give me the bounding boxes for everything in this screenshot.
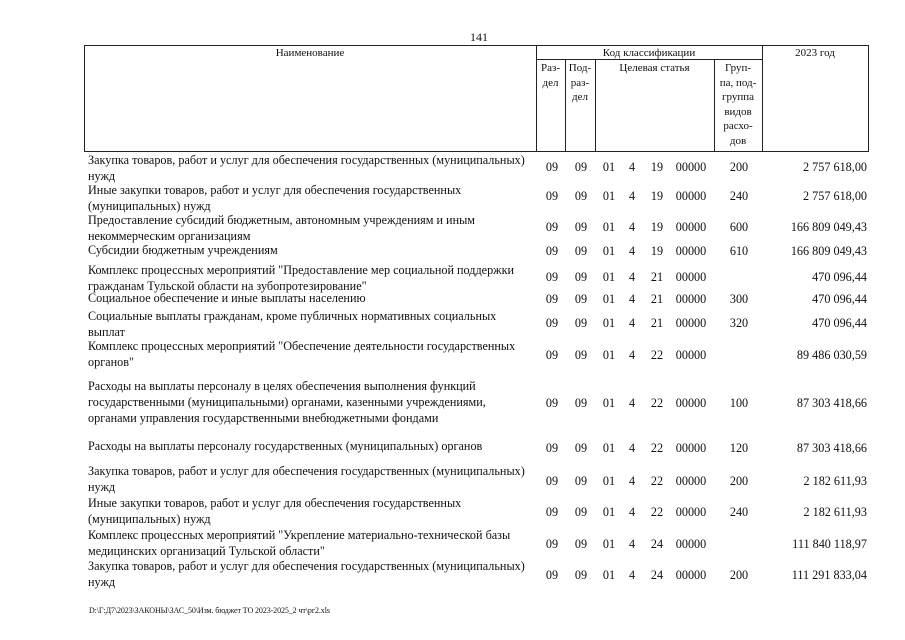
cell-target-type: 4	[628, 270, 636, 284]
cell-target-program: 01	[602, 568, 616, 582]
cell-razdel: 09	[545, 441, 559, 455]
row-name	[88, 290, 538, 306]
cell-target-complex: 21	[650, 270, 664, 284]
cell-target-complex: 19	[650, 160, 664, 174]
cell-podrazdel: 09	[574, 244, 588, 258]
cell-amount: 2 182 611,93	[803, 505, 867, 519]
header-podrazdel: Под- раз- дел	[568, 62, 592, 103]
cell-amount: 166 809 049,43	[790, 220, 867, 234]
row-name-line: государственными (муниципальными) органами, казенными учреждениями,	[88, 395, 486, 409]
row-name-line: Закупка товаров, работ и услуг для обеспечения государственных (муниципальных)	[88, 153, 525, 167]
row-name-line: органами управления государственными внебюджетными фондами	[88, 411, 439, 425]
row-name-line: нужд	[88, 480, 116, 494]
file-path-footer: D:\Г:Д7\2023\ЗАКОНЫ\ЗАС_50\Изм. бюджет ТО 2023-2025_2 чт\рг2.xls	[89, 606, 330, 615]
header-year: 2023 год	[795, 47, 835, 59]
cell-target-complex: 19	[650, 244, 664, 258]
cell-target-type: 4	[628, 537, 636, 551]
cell-target-type: 4	[628, 568, 636, 582]
cell-target-complex: 22	[650, 505, 664, 519]
cell-target-complex: 22	[650, 348, 664, 362]
cell-amount: 2 757 618,00	[803, 160, 867, 174]
row-name	[88, 182, 538, 214]
cell-target-type: 4	[628, 189, 636, 203]
cell-podrazdel: 09	[574, 474, 588, 488]
cell-expense-group: 200	[729, 568, 749, 582]
cell-target-direction: 00000	[675, 441, 707, 455]
row-name-line: Закупка товаров, работ и услуг для обеспечения государственных (муниципальных)	[88, 464, 525, 478]
cell-podrazdel: 09	[574, 537, 588, 551]
cell-expense-group: 120	[729, 441, 749, 455]
cell-target-direction: 00000	[675, 505, 707, 519]
row-name-line: выплат	[88, 325, 125, 339]
cell-target-direction: 00000	[675, 348, 707, 362]
row-name-line: гражданам Тульской области на зубопротезирование"	[88, 279, 367, 293]
row-name-line: Закупка товаров, работ и услуг для обеспечения государственных (муниципальных)	[88, 559, 525, 573]
cell-razdel: 09	[545, 396, 559, 410]
cell-expense-group: 600	[729, 220, 749, 234]
cell-target-program: 01	[602, 348, 616, 362]
cell-target-program: 01	[602, 474, 616, 488]
cell-razdel: 09	[545, 568, 559, 582]
row-name	[88, 527, 538, 559]
header-classification: Код классификации	[602, 47, 696, 59]
row-name-line: органов"	[88, 355, 134, 369]
page-number: 141	[470, 30, 488, 44]
row-name-line: Предоставление субсидий бюджетным, автономным учреждениям и иным	[88, 213, 475, 227]
cell-target-complex: 22	[650, 396, 664, 410]
header-group: Груп- па, под- группа видов расхо- дов	[719, 62, 757, 147]
header-razdel: Раз- дел	[540, 62, 560, 89]
row-name-line: Иные закупки товаров, работ и услуг для обеспечения государственных	[88, 183, 462, 197]
cell-podrazdel: 09	[574, 189, 588, 203]
row-name-line: Субсидии бюджетным учреждениям	[88, 243, 278, 257]
cell-podrazdel: 09	[574, 316, 588, 330]
cell-target-program: 01	[602, 537, 616, 551]
row-name-line: (муниципальных) нужд	[88, 199, 211, 213]
cell-target-type: 4	[628, 160, 636, 174]
cell-amount: 87 303 418,66	[796, 396, 867, 410]
row-name	[88, 338, 538, 370]
cell-amount: 87 303 418,66	[796, 441, 867, 455]
header-target: Целевая статья	[619, 62, 690, 74]
row-name-line: медицинских организаций Тульской области"	[88, 544, 325, 558]
cell-razdel: 09	[545, 160, 559, 174]
cell-podrazdel: 09	[574, 292, 588, 306]
cell-target-program: 01	[602, 505, 616, 519]
row-name-line: Расходы на выплаты персоналу государственных (муниципальных) органов	[88, 439, 483, 453]
cell-expense-group: 610	[729, 244, 749, 258]
cell-expense-group: 200	[729, 474, 749, 488]
cell-razdel: 09	[545, 292, 559, 306]
row-name	[88, 495, 538, 527]
cell-target-direction: 00000	[675, 244, 707, 258]
cell-expense-group: 200	[729, 160, 749, 174]
cell-expense-group: 320	[729, 316, 749, 330]
row-name-line: Комплекс процессных мероприятий "Укрепление материально-технической базы	[88, 528, 511, 542]
cell-target-direction: 00000	[675, 396, 707, 410]
row-name-line: Комплекс процессных мероприятий "Предоставление мер социальной поддержки	[88, 263, 515, 277]
cell-target-complex: 22	[650, 441, 664, 455]
cell-target-direction: 00000	[675, 316, 707, 330]
cell-target-program: 01	[602, 244, 616, 258]
cell-target-program: 01	[602, 292, 616, 306]
row-name	[88, 308, 538, 340]
row-name	[88, 212, 538, 244]
cell-podrazdel: 09	[574, 396, 588, 410]
cell-podrazdel: 09	[574, 220, 588, 234]
row-name-line: нужд	[88, 575, 116, 589]
cell-expense-group: 240	[729, 189, 749, 203]
cell-podrazdel: 09	[574, 505, 588, 519]
cell-amount: 2 182 611,93	[803, 474, 867, 488]
cell-target-type: 4	[628, 316, 636, 330]
cell-podrazdel: 09	[574, 160, 588, 174]
cell-target-type: 4	[628, 396, 636, 410]
cell-target-type: 4	[628, 244, 636, 258]
cell-target-type: 4	[628, 348, 636, 362]
cell-target-complex: 19	[650, 220, 664, 234]
cell-razdel: 09	[545, 348, 559, 362]
cell-target-direction: 00000	[675, 160, 707, 174]
row-name	[88, 463, 538, 495]
cell-podrazdel: 09	[574, 441, 588, 455]
cell-podrazdel: 09	[574, 348, 588, 362]
row-name-line: Иные закупки товаров, работ и услуг для обеспечения государственных	[88, 496, 462, 510]
cell-expense-group: 300	[729, 292, 749, 306]
cell-target-program: 01	[602, 160, 616, 174]
row-name	[88, 152, 538, 184]
cell-amount: 111 291 833,04	[791, 568, 867, 582]
cell-target-direction: 00000	[675, 292, 707, 306]
row-name	[88, 242, 538, 258]
cell-target-type: 4	[628, 474, 636, 488]
cell-razdel: 09	[545, 220, 559, 234]
cell-target-complex: 22	[650, 474, 664, 488]
cell-razdel: 09	[545, 474, 559, 488]
header-name: Наименование	[275, 47, 345, 59]
cell-target-complex: 19	[650, 189, 664, 203]
cell-razdel: 09	[545, 316, 559, 330]
cell-target-complex: 24	[650, 537, 664, 551]
cell-razdel: 09	[545, 505, 559, 519]
cell-amount: 2 757 618,00	[803, 189, 867, 203]
cell-amount: 111 840 118,97	[792, 537, 867, 551]
cell-target-complex: 21	[650, 316, 664, 330]
cell-amount: 470 096,44	[812, 316, 867, 330]
row-name-line: некоммерческим организациям	[88, 229, 251, 243]
cell-expense-group: 100	[729, 396, 749, 410]
cell-target-program: 01	[602, 220, 616, 234]
row-name-line: Расходы на выплаты персоналу в целях обеспечения выполнения функций	[88, 379, 476, 393]
cell-amount: 166 809 049,43	[790, 244, 867, 258]
cell-amount: 89 486 030,59	[796, 348, 867, 362]
cell-expense-group: 240	[729, 505, 749, 519]
cell-podrazdel: 09	[574, 270, 588, 284]
cell-amount: 470 096,44	[812, 270, 867, 284]
cell-razdel: 09	[545, 244, 559, 258]
cell-target-type: 4	[628, 441, 636, 455]
row-name	[88, 378, 538, 426]
cell-razdel: 09	[545, 270, 559, 284]
cell-target-direction: 00000	[675, 568, 707, 582]
cell-target-program: 01	[602, 396, 616, 410]
row-name-line: нужд	[88, 169, 116, 183]
row-name-line: Социальные выплаты гражданам, кроме публичных нормативных социальных	[88, 309, 497, 323]
cell-target-complex: 24	[650, 568, 664, 582]
cell-target-direction: 00000	[675, 220, 707, 234]
cell-target-program: 01	[602, 270, 616, 284]
cell-razdel: 09	[545, 189, 559, 203]
cell-target-program: 01	[602, 441, 616, 455]
cell-amount: 470 096,44	[812, 292, 867, 306]
cell-target-direction: 00000	[675, 270, 707, 284]
cell-target-direction: 00000	[675, 189, 707, 203]
row-name	[88, 438, 538, 454]
cell-podrazdel: 09	[574, 568, 588, 582]
cell-target-program: 01	[602, 189, 616, 203]
cell-target-type: 4	[628, 505, 636, 519]
cell-target-direction: 00000	[675, 537, 707, 551]
row-name-line: Комплекс процессных мероприятий "Обеспечение деятельности государственных	[88, 339, 516, 353]
cell-target-program: 01	[602, 316, 616, 330]
row-name	[88, 558, 538, 590]
cell-target-complex: 21	[650, 292, 664, 306]
cell-target-type: 4	[628, 292, 636, 306]
cell-target-direction: 00000	[675, 474, 707, 488]
cell-razdel: 09	[545, 537, 559, 551]
row-name-line: Социальное обеспечение и иные выплаты населению	[88, 291, 366, 305]
row-name-line: (муниципальных) нужд	[88, 512, 211, 526]
cell-target-type: 4	[628, 220, 636, 234]
